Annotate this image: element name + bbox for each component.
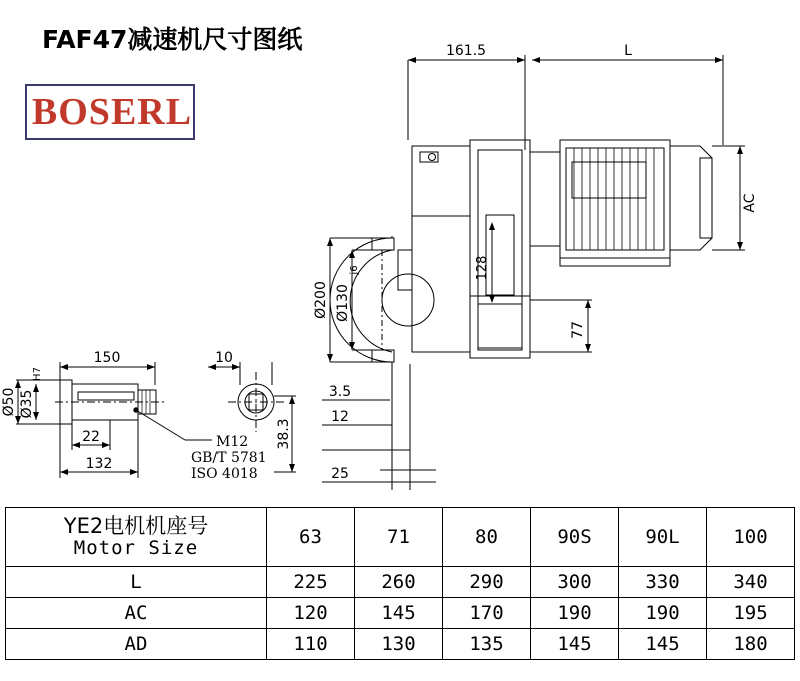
dim-label-161-5: 161.5	[445, 43, 487, 59]
table-cell: 330	[619, 567, 707, 598]
table-cell: 130	[355, 629, 443, 660]
dim-label-22: 22	[82, 429, 100, 445]
header-size-cell: 80	[443, 508, 531, 567]
table-row-header	[6, 508, 795, 567]
dim-label-150: 150	[93, 350, 121, 366]
dim-label-AC: AC	[742, 193, 758, 213]
dim-label-3-5: 3.5	[328, 384, 352, 400]
table-cell: 190	[531, 598, 619, 629]
table-cell: 145	[531, 629, 619, 660]
header-label-en: Motor Size	[73, 537, 199, 560]
table-cell: 195	[707, 598, 795, 629]
callout-line-3: ISO 4018	[191, 466, 258, 482]
dim-label-77: 77	[570, 321, 586, 339]
dim-label-L: L	[624, 43, 632, 59]
dim-label-35: Ø35	[19, 389, 35, 419]
dim-label-130: Ø130	[335, 284, 351, 322]
table-cell: 145	[355, 598, 443, 629]
table-cell: 145	[619, 629, 707, 660]
header-label-cell	[6, 508, 267, 567]
dim-label-50: Ø50	[1, 387, 17, 417]
callout-line-2: GB/T 5781	[191, 450, 267, 466]
table-cell: 300	[531, 567, 619, 598]
table-cell: 120	[267, 598, 355, 629]
table-cell: 225	[267, 567, 355, 598]
dim-label-35-tol: H7	[32, 367, 43, 381]
table-cell: 170	[443, 598, 531, 629]
table-cell: 180	[707, 629, 795, 660]
header-size-cell: 63	[267, 508, 355, 567]
dim-label-10: 10	[215, 350, 233, 366]
header-size-cell: 71	[355, 508, 443, 567]
header-size-cell: 90L	[619, 508, 707, 567]
header-size-cell: 90S	[531, 508, 619, 567]
table-cell: 260	[355, 567, 443, 598]
table-row	[6, 567, 795, 598]
table-cell: 340	[707, 567, 795, 598]
table-cell: 190	[619, 598, 707, 629]
dim-label-200: Ø200	[313, 281, 329, 319]
table-cell: 110	[267, 629, 355, 660]
table-row	[6, 629, 795, 660]
dim-label-12: 12	[331, 409, 349, 425]
table-row	[6, 598, 795, 629]
dim-label-128: 128	[475, 255, 490, 281]
dim-label-25: 25	[331, 466, 349, 482]
row-label: AD	[6, 629, 267, 660]
dim-label-130-tol: j6	[349, 265, 360, 275]
header-size-cell: 100	[707, 508, 795, 567]
page-title: FAF47减速机尺寸图纸	[42, 25, 303, 54]
callout-line-1: M12	[216, 434, 249, 450]
row-label: AC	[6, 598, 267, 629]
header-label-cn: YE2电机机座号	[63, 513, 209, 538]
row-label: L	[6, 567, 267, 598]
logo-text: BOSERL	[31, 91, 193, 133]
dim-label-132: 132	[85, 456, 113, 472]
table-cell: 290	[443, 567, 531, 598]
table-cell: 135	[443, 629, 531, 660]
spec-table	[5, 507, 795, 660]
dim-label-38-3: 38.3	[276, 418, 292, 450]
